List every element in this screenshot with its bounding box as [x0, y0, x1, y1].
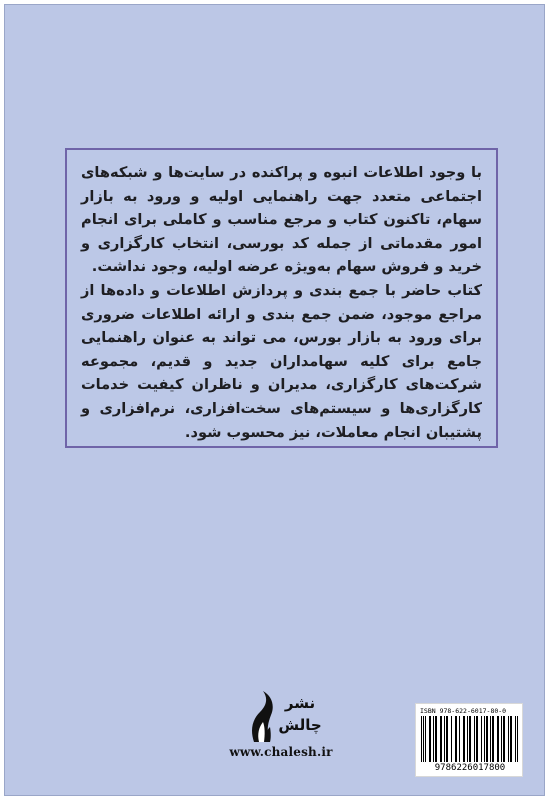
barcode-bar: [486, 716, 488, 762]
isbn-barcode-block: [415, 703, 523, 777]
book-back-cover: [4, 4, 545, 796]
barcode-bar: [501, 716, 502, 762]
barcode-bar: [451, 716, 452, 762]
barcode-bar: [510, 716, 512, 762]
barcode-bar: [481, 716, 482, 762]
flame-silhouette-icon: [252, 691, 273, 742]
publisher-website[interactable]: www.chalesh.ir: [229, 745, 333, 759]
barcode-bar: [517, 716, 518, 762]
barcode-bar: [435, 716, 437, 762]
barcode-bar: [455, 716, 457, 762]
barcode-bar: [444, 716, 445, 762]
description-paragraph-2: کتاب حاضر با جمع بندی و پردازش اطلاعات و داده‌ها از مراجع موجود، ضمن جمع بندی و ارائه اطلاعات ضروری برای ورود به بازار بورس، می تواند به عنوان راهنمایی جامع برای کلیه سهامداران جدید و قدیم، مجموعه شرکت‌های کارگزاری، مدیران و ناظران کیفیت خدمات کارگزاری‌ها و سیستم‌های سخت‌افزاری، نرم‌افزاری و پشتیبان انجام معاملات، نیز محسوب شود.: [81, 281, 482, 441]
isbn-label: ISBN 978-622-6017-80-0: [420, 707, 507, 715]
barcode-bar: [497, 716, 499, 762]
barcode-bar: [423, 716, 424, 762]
barcode-bar: [508, 716, 509, 762]
barcode-bar: [459, 716, 460, 762]
barcode-bar: [467, 716, 468, 762]
publisher-name-line-2: چالش: [278, 716, 322, 734]
barcode-bar: [490, 716, 491, 762]
barcode-digits: 9786226017800: [434, 763, 506, 773]
barcode-bar: [469, 716, 471, 762]
barcode-bar: [425, 716, 426, 762]
barcode-bar: [474, 716, 475, 762]
publisher-name-line-1: نشر: [284, 694, 316, 712]
barcode-bar: [492, 716, 494, 762]
barcode-bar: [429, 716, 431, 762]
barcode-bar: [446, 716, 448, 762]
barcode-bar: [515, 716, 516, 762]
barcode-bar: [476, 716, 478, 762]
description-frame: [65, 148, 498, 448]
barcode-bar: [433, 716, 434, 762]
barcode-graphic: [421, 716, 519, 762]
description-paragraph-1: با وجود اطلاعات انبوه و پراکنده در سایت‌ها و شبکه‌های اجتماعی متعدد جهت راهنمایی اولیه و ورود به بازار سهام، تاکنون کتاب و مرجع مناسب و کاملی برای انجام امور مقدماتی از جمله کد بورسی، انتخاب کارگزاری و خرید و فروش سهام به‌ویژه عرضه اولیه، وجود نداشت.: [81, 164, 482, 276]
barcode-bar: [440, 716, 442, 762]
barcode-bar: [484, 716, 485, 762]
publisher-logo: [230, 682, 332, 744]
barcode-bar: [503, 716, 505, 762]
barcode-bar: [463, 716, 465, 762]
barcode-bar: [421, 716, 422, 762]
